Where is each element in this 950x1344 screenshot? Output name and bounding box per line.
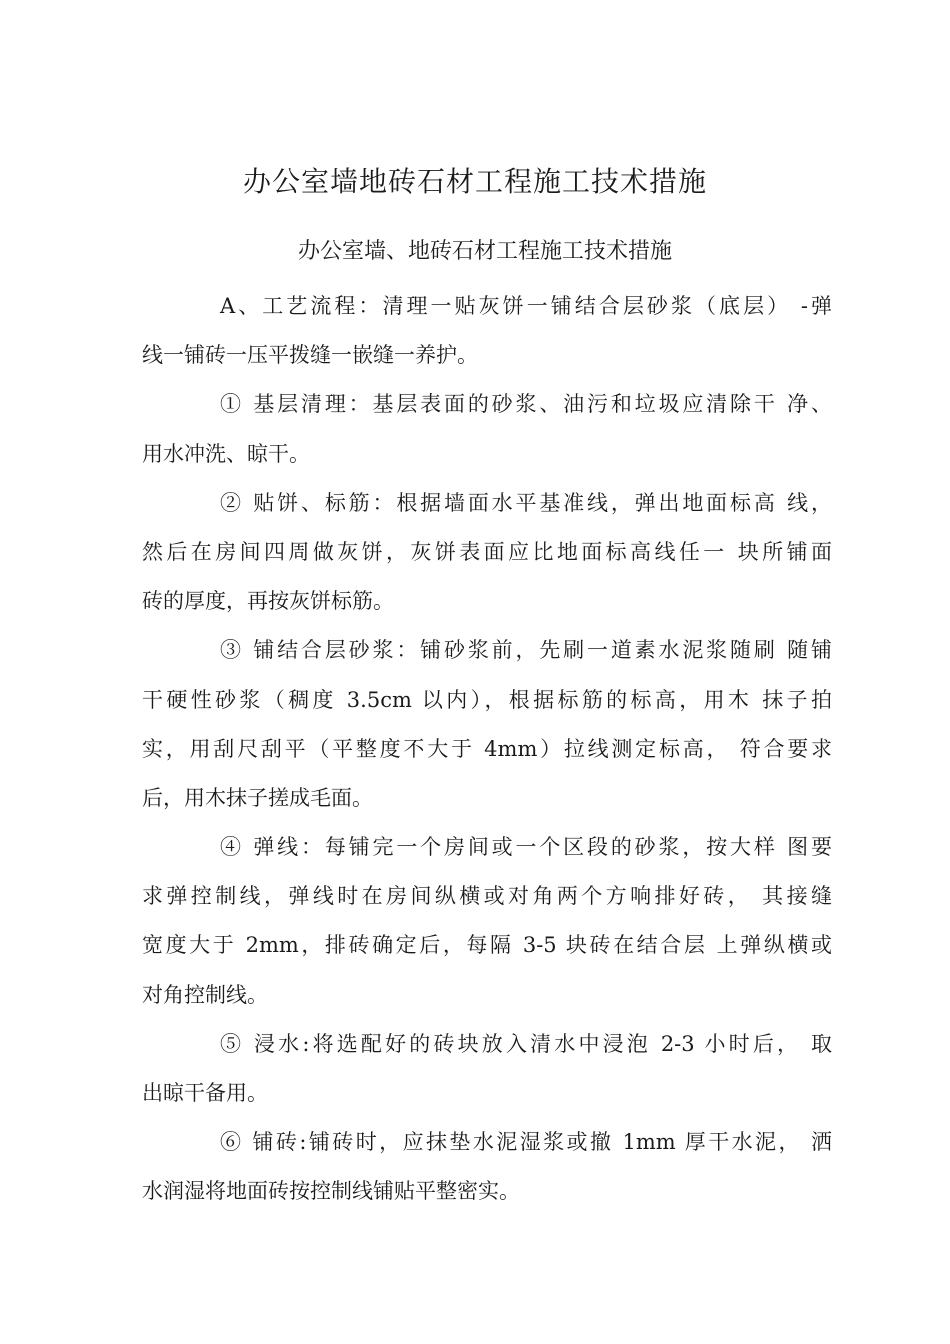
paragraph-bonding-mortar — [142, 626, 832, 823]
paragraph-line: 干硬性砂浆（稠度 3.5cm 以内），根据标筋的标高，用木 抹子拍 — [142, 687, 832, 712]
paragraph-line: 宽度大于 2mm，排砖确定后，每隔 3-5 块砖在结合层 上弹纵横或 — [142, 933, 832, 958]
paragraph-base-cleaning — [142, 380, 832, 478]
paragraph-snapping-lines — [142, 823, 832, 1020]
paragraph-line: ③ 铺结合层砂浆：铺砂浆前，先刷一道素水泥浆随刷 随铺 — [220, 638, 832, 663]
paragraph-line: ④ 弹线：每铺完一个房间或一个区段的砂浆，按大样 图要 — [220, 835, 832, 860]
paragraph-line: 求弹控制线，弹线时在房间纵横或对角两个方响排好砖， 其接缝 — [142, 884, 832, 909]
paragraph-line: 线一铺砖一压平拨缝一嵌缝一养护。 — [142, 343, 478, 368]
paragraph-soaking — [142, 1020, 832, 1118]
paragraph-line: 砖的厚度，再按灰饼标筋。 — [142, 589, 394, 614]
paragraph-line: 水润湿将地面砖按控制线铺贴平整密实。 — [142, 1179, 520, 1204]
document-body — [142, 282, 832, 1217]
paragraph-line: 实，用刮尺刮平（平整度不大于 4mm）拉线测定标高， 符合要求 — [142, 736, 832, 761]
paragraph-line: 出晾干备用。 — [142, 1081, 268, 1105]
paragraph-line: ⑥ 铺砖:铺砖时，应抹垫水泥湿浆或撤 1mm 厚干水泥， 洒 — [220, 1130, 832, 1155]
paragraph-line: 用水冲洗、晾干。 — [142, 441, 310, 466]
paragraph-line: ⑤ 浸水:将选配好的砖块放入清水中浸泡 2-3 小时后， 取 — [220, 1031, 832, 1056]
paragraph-line: 然后在房间四周做灰饼，灰饼表面应比地面标高线任一 块所铺面 — [142, 539, 832, 564]
document-subtitle: 办公室墙、地砖石材工程施工技术措施 — [297, 239, 672, 264]
paragraph-process-flow — [142, 282, 832, 380]
paragraph-line: ① 基层清理：基层表面的砂浆、油污和垃圾应清除干 净、 — [220, 392, 832, 417]
paragraph-cake-and-screed — [142, 479, 832, 627]
document-title: 办公室墙地砖石材工程施工技术措施 — [242, 165, 707, 198]
paragraph-line: 对角控制线。 — [142, 982, 268, 1007]
paragraph-line: A、工艺流程：清理一贴灰饼一铺结合层砂浆（底层） -弹 — [220, 294, 832, 318]
paragraph-line: ② 贴饼、标筋：根据墙面水平基准线，弹出地面标高 线， — [220, 490, 832, 515]
paragraph-laying-tiles — [142, 1118, 832, 1216]
paragraph-line: 后，用木抹子搓成毛面。 — [142, 785, 373, 810]
